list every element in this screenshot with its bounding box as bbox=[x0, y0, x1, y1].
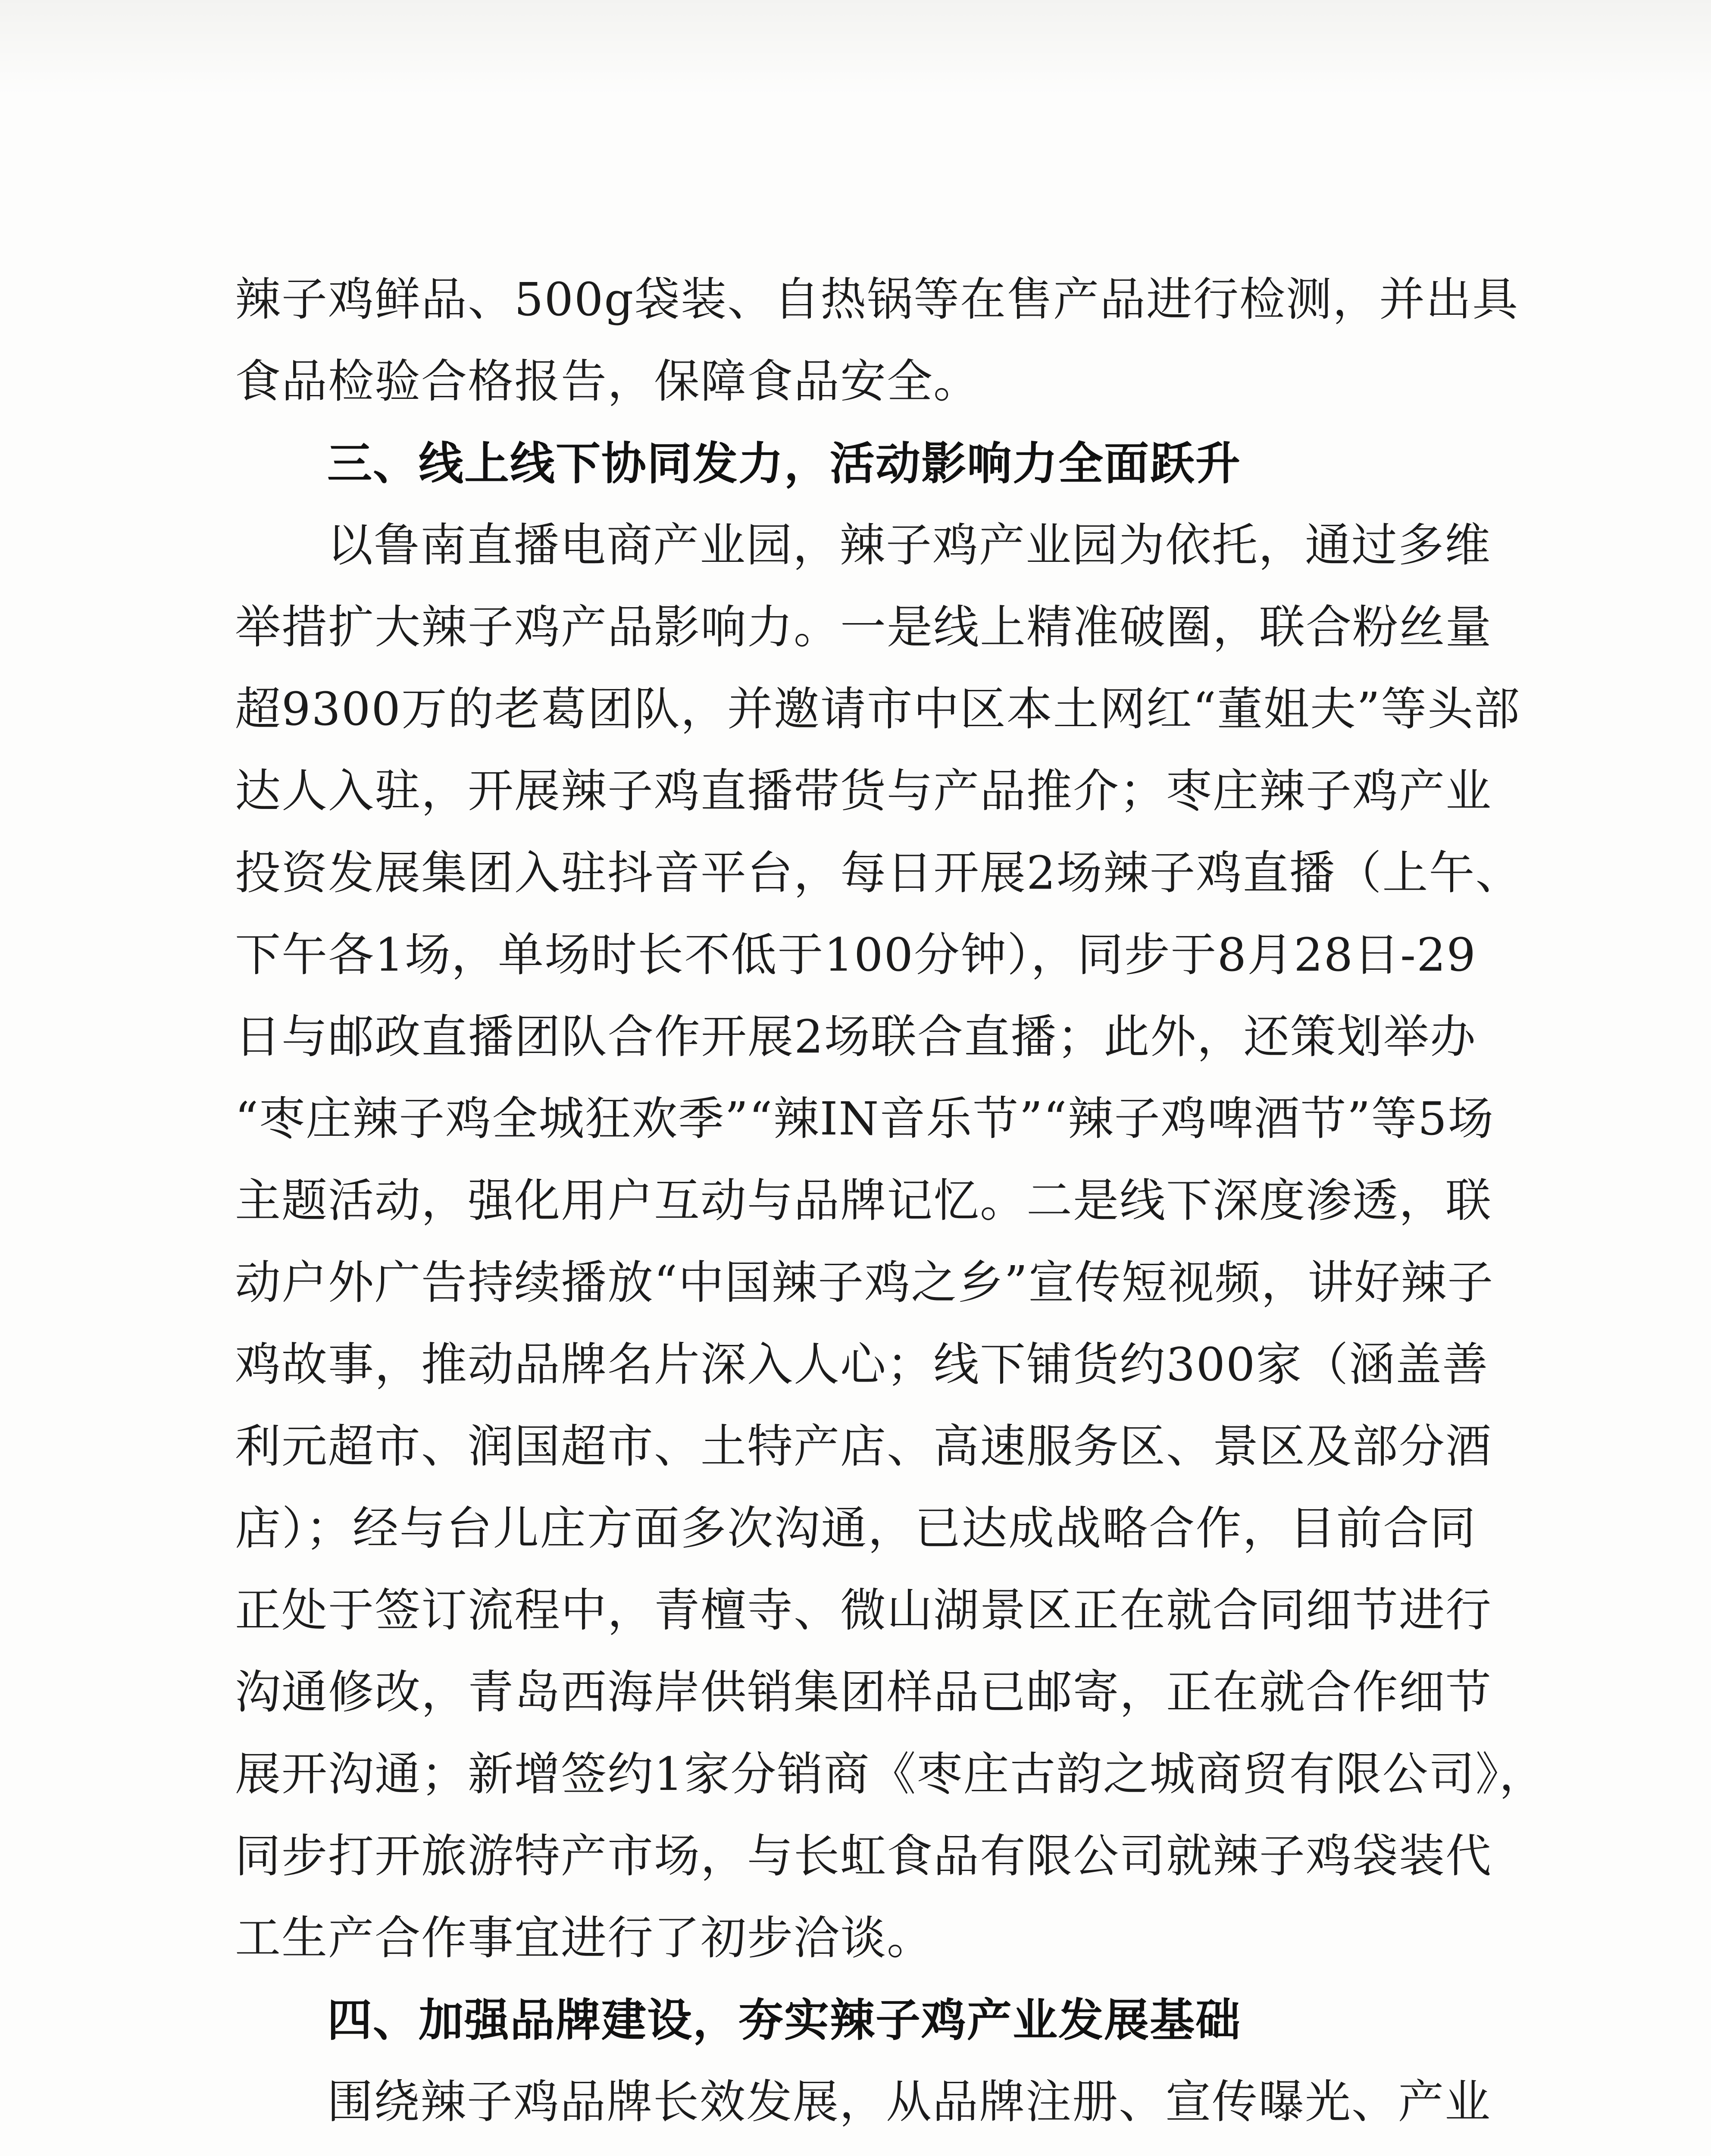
document-body bbox=[235, 259, 1546, 2156]
body-line bbox=[235, 2143, 1476, 2156]
body-line: 展开沟通；新增签约1家分销商《枣庄古韵之城商贸有限公司》， bbox=[235, 1748, 1546, 1801]
body-line: 利元超市、润国超市、土特产店、高速服务区、景区及部分酒 bbox=[235, 1420, 1492, 1473]
body-line: 下午各1场，单场时长不低于100分钟），同步于8月28日-29 bbox=[235, 928, 1476, 981]
body-line: 超9300万的老葛团队，并邀请市中区本土网红“董姐夫”等头部 bbox=[235, 683, 1521, 736]
body-line: 食品检验合格报告，保障食品安全。 bbox=[235, 355, 980, 408]
body-line: 沟通修改，青岛西海岸供销集团样品已邮寄，正在就合作细节 bbox=[235, 1666, 1492, 1719]
body-line: 同步打开旅游特产市场，与长虹食品有限公司就辣子鸡袋装代 bbox=[235, 1830, 1492, 1883]
body-line: 主题活动，强化用户互动与品牌记忆。二是线下深度渗透，联 bbox=[235, 1174, 1492, 1227]
body-line: 辣子鸡鲜品、500g袋装、自热锅等在售产品进行检测，并出具 bbox=[235, 273, 1519, 326]
body-line: 日与邮政直播团队合作开展2场联合直播；此外，还策划举办 bbox=[235, 1010, 1476, 1063]
section-heading-four: 四、加强品牌建设，夯实辣子鸡产业发展基础 bbox=[327, 1994, 1242, 2046]
body-line: 正处于签订流程中，青檀寺、微山湖景区正在就合同细节进行 bbox=[235, 1584, 1492, 1637]
body-line: “枣庄辣子鸡全城狂欢季”“辣IN音乐节”“辣子鸡啤酒节”等5场 bbox=[235, 1092, 1495, 1145]
body-line: 举措扩大辣子鸡产品影响力。一是线上精准破圈，联合粉丝量 bbox=[235, 601, 1492, 654]
body-line: 动户外广告持续播放“中国辣子鸡之乡”宣传短视频，讲好辣子 bbox=[235, 1256, 1494, 1309]
body-line: 店）；经与台儿庄方面多次沟通，已达成战略合作，目前合同 bbox=[235, 1502, 1476, 1555]
body-line: 以鲁南直播电商产业园，辣子鸡产业园为依托，通过多维 bbox=[327, 519, 1491, 572]
body-line: 鸡故事，推动品牌名片深入人心；线下铺货约300家（涵盖善 bbox=[235, 1338, 1489, 1391]
body-line: 围绕辣子鸡品牌长效发展，从品牌注册、宣传曝光、产业 bbox=[327, 2075, 1491, 2128]
body-line: 投资发展集团入驻抖音平台，每日开展2场辣子鸡直播（上午、 bbox=[235, 846, 1522, 899]
section-heading-three: 三、线上线下协同发力，活动影响力全面跃升 bbox=[327, 437, 1242, 490]
body-line: 达人入驻，开展辣子鸡直播带货与产品推介；枣庄辣子鸡产业 bbox=[235, 765, 1492, 818]
body-line: 工生产合作事宜进行了初步洽谈。 bbox=[235, 1912, 933, 1965]
